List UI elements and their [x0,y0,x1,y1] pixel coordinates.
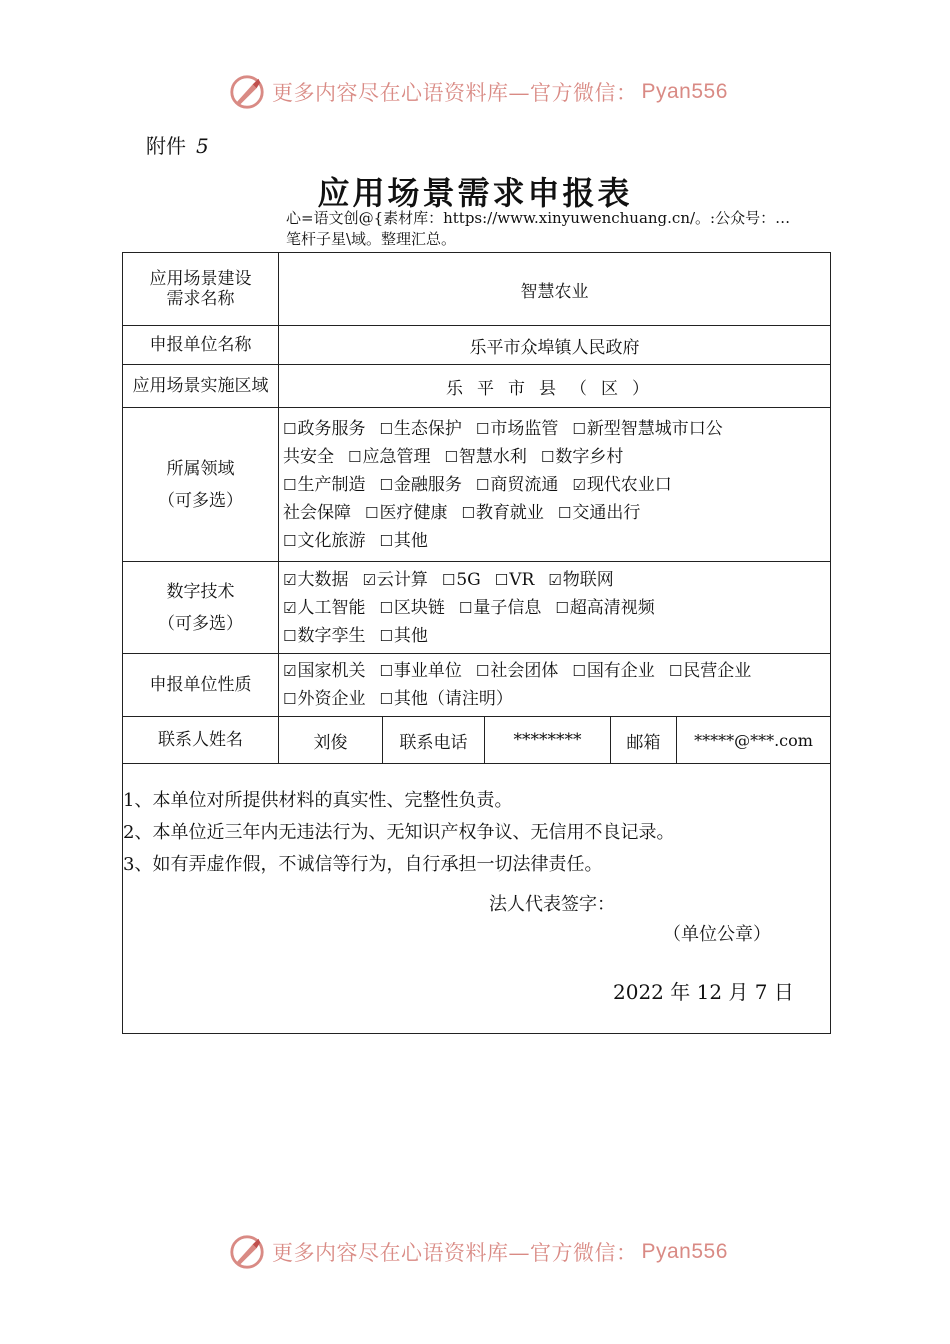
option-label: 物联网 [562,569,614,590]
watermark-wechat-id: Pyan556 [641,1240,728,1263]
checkbox-icon[interactable]: ☐ [668,662,683,680]
watermark-top [228,72,728,112]
option-item[interactable] [283,503,351,523]
checkbox-icon[interactable]: ☐ [441,570,456,589]
option-item[interactable] [442,570,481,590]
option-label: 生态保护 [393,418,462,439]
source-note [286,208,831,250]
scene-name-label: 应用场景建设 需求名称 [123,253,279,326]
option-item[interactable] [459,598,541,618]
checked-box-icon[interactable]: ☑ [283,662,297,680]
option-label: 其他 [393,530,428,551]
option-label: 数字乡村 [555,446,624,467]
option-label: 现代农业口 [586,474,672,495]
option-item[interactable] [283,689,365,709]
option-item[interactable] [461,503,543,523]
pledge-section [123,764,831,1034]
checkbox-icon[interactable]: ☐ [379,626,393,645]
checked-box-icon[interactable]: ☑ [362,570,376,589]
option-label: 交通出行 [572,502,641,523]
option-label: 政务服务 [297,418,366,439]
tech-options [279,562,831,654]
checkbox-icon[interactable]: ☐ [555,598,569,617]
option-label: 文化旅游 [297,530,366,551]
option-line [283,415,830,443]
sign-date: 2022 年 12 月 7 日 [613,980,794,1004]
pledge-line: 2、本单位近三年内无违法行为、无知识产权争议、无信用不良记录。 [123,822,675,843]
option-label: 社会保障 [283,502,351,523]
checkbox-icon[interactable]: ☐ [475,475,490,494]
row-unit-name [123,326,831,365]
checkbox-icon[interactable]: ☐ [283,419,297,438]
pen-logo-icon [228,1233,266,1271]
option-item[interactable] [572,661,654,681]
option-item[interactable] [283,475,365,495]
seal-label: （单位公章） [663,924,771,945]
option-label: 事业单位 [393,661,462,681]
option-label: 国有企业 [586,661,655,681]
option-item[interactable] [283,570,348,590]
pledge-line: 1、本单位对所提供材料的真实性、完整性负责。 [123,790,513,811]
option-line [283,566,830,594]
checkbox-icon[interactable]: ☐ [379,598,393,617]
application-form [122,252,831,1034]
checkbox-icon[interactable]: ☐ [365,503,379,522]
contact-name-label: 联系人姓名 [123,717,279,764]
row-area [123,365,831,408]
option-line [283,657,830,685]
watermark-wechat-id: Pyan556 [641,80,728,103]
checkbox-icon[interactable]: ☐ [461,503,475,522]
option-label: 云计算 [376,569,428,590]
checkbox-icon[interactable]: ☐ [475,662,490,680]
signature-label: 法人代表签字： [489,894,615,915]
option-label: 超高清视频 [569,597,655,618]
option-item[interactable] [365,503,447,523]
checkbox-icon[interactable]: ☐ [572,419,586,438]
note-line: 心=语文创@{素材库：https://www.xinyuwenchuang.cn/。:公众号：… [286,209,791,227]
option-label: 国家机关 [297,661,366,681]
option-item[interactable] [444,447,526,467]
area-label: 应用场景实施区域 [123,365,279,408]
checkbox-icon[interactable]: ☐ [475,419,490,438]
checkbox-icon[interactable]: ☐ [572,662,586,680]
checkbox-icon[interactable]: ☐ [458,598,473,617]
option-item[interactable] [283,661,365,681]
option-label: 商贸流通 [490,474,559,495]
domain-label: 所属领域 （可多选） [123,408,279,562]
row-pledge [123,764,831,1034]
option-label: 教育就业 [475,502,544,523]
option-label: 人工智能 [297,597,366,618]
contact-email: *****@***.com [677,717,831,764]
option-label: 数字孪生 [297,625,366,646]
checked-box-icon[interactable]: ☑ [572,475,586,494]
option-label: 金融服务 [393,474,462,495]
option-label: 市场监管 [490,418,559,439]
attachment-number: 5 [196,134,209,158]
option-label: 智慧水利 [458,446,527,467]
option-item[interactable] [379,475,461,495]
domain-options [279,408,831,562]
tech-label: 数字技术 （可多选） [123,562,279,654]
option-item[interactable] [541,447,623,467]
option-label: 生产制造 [297,474,366,495]
option-item[interactable] [283,626,365,646]
option-label: 其他（请注明） [393,689,513,709]
checkbox-icon[interactable]: ☐ [379,531,393,550]
option-label: 区块链 [393,597,445,618]
option-item[interactable] [379,419,461,439]
checkbox-icon[interactable]: ☐ [444,447,458,466]
option-item[interactable] [283,447,334,467]
checkbox-icon[interactable]: ☐ [379,662,393,680]
option-item[interactable] [669,661,751,681]
nature-options [279,654,831,717]
option-item[interactable] [555,598,654,618]
option-label: 医疗健康 [379,502,448,523]
option-label: 量子信息 [473,597,542,618]
option-item[interactable] [283,419,365,439]
area-value: 乐平市县（区） [279,365,831,408]
option-line [283,499,830,527]
row-domain [123,408,831,562]
watermark-bottom [228,1232,728,1272]
option-item[interactable] [379,661,461,681]
unit-name-value: 乐平市众埠镇人民政府 [279,326,831,365]
option-item[interactable] [283,531,365,551]
option-line [283,443,830,471]
row-tech [123,562,831,654]
option-line [283,685,830,713]
page-title: 应用场景需求申报表 [317,174,633,212]
row-contact [123,717,831,764]
row-nature [123,654,831,717]
option-line [283,622,830,650]
checked-box-icon[interactable]: ☑ [283,598,297,617]
option-item[interactable] [379,689,512,709]
option-item[interactable] [348,447,430,467]
unit-name-label: 申报单位名称 [123,326,279,365]
option-item[interactable] [495,570,535,590]
note-line: 笔杆子星\域。整理汇总。 [286,230,457,248]
scene-name-value: 智慧农业 [279,253,831,326]
option-item[interactable] [379,531,427,551]
checkbox-icon[interactable]: ☐ [283,626,297,645]
checkbox-icon[interactable]: ☐ [540,447,555,466]
checkbox-icon[interactable]: ☐ [494,570,509,589]
option-item[interactable] [379,598,444,618]
option-item[interactable] [558,503,640,523]
checkbox-icon[interactable]: ☐ [379,475,393,494]
option-label: 共安全 [283,446,334,467]
option-line [283,471,830,499]
contact-phone: ******** [485,717,611,764]
option-label: 5G [456,569,481,590]
option-line [283,594,830,622]
option-label: 外资企业 [297,689,366,709]
row-scene-name [123,253,831,326]
pledge-line: 3、如有弄虚作假，不诚信等行为，自行承担一切法律责任。 [123,854,603,875]
option-label: 其他 [393,625,428,646]
pen-logo-icon [228,73,266,111]
option-item[interactable] [572,475,671,495]
option-item[interactable] [283,598,365,618]
option-item[interactable] [476,661,558,681]
option-line [283,527,830,555]
checkbox-icon[interactable]: ☐ [283,690,297,708]
checkbox-icon[interactable]: ☐ [348,447,362,466]
contact-email-label: 邮箱 [611,717,677,764]
attachment-label [146,130,209,159]
option-item[interactable] [379,626,427,646]
checked-box-icon[interactable]: ☑ [548,570,562,589]
watermark-text: 更多内容尽在心语资料库—官方微信： [272,1241,638,1265]
option-item[interactable] [548,570,613,590]
option-label: 民营企业 [683,661,752,681]
checkbox-icon[interactable]: ☐ [379,419,393,438]
option-label: 社会团体 [490,661,559,681]
nature-label: 申报单位性质 [123,654,279,717]
contact-phone-label: 联系电话 [383,717,485,764]
checkbox-icon[interactable]: ☐ [557,503,572,522]
checkbox-icon[interactable]: ☐ [379,690,393,708]
option-item[interactable] [476,475,558,495]
checkbox-icon[interactable]: ☐ [283,531,297,550]
option-label: 新型智慧城市口公 [586,418,723,439]
contact-name: 刘俊 [279,717,383,764]
option-label: VR [509,569,535,590]
checked-box-icon[interactable]: ☑ [283,570,297,589]
option-label: 大数据 [297,569,349,590]
option-item[interactable] [476,419,558,439]
attachment-word: 附件 [146,134,186,158]
option-label: 应急管理 [362,446,431,467]
option-item[interactable] [572,419,722,439]
option-item[interactable] [362,570,427,590]
watermark-text: 更多内容尽在心语资料库—官方微信： [272,81,638,105]
checkbox-icon[interactable]: ☐ [283,475,297,494]
